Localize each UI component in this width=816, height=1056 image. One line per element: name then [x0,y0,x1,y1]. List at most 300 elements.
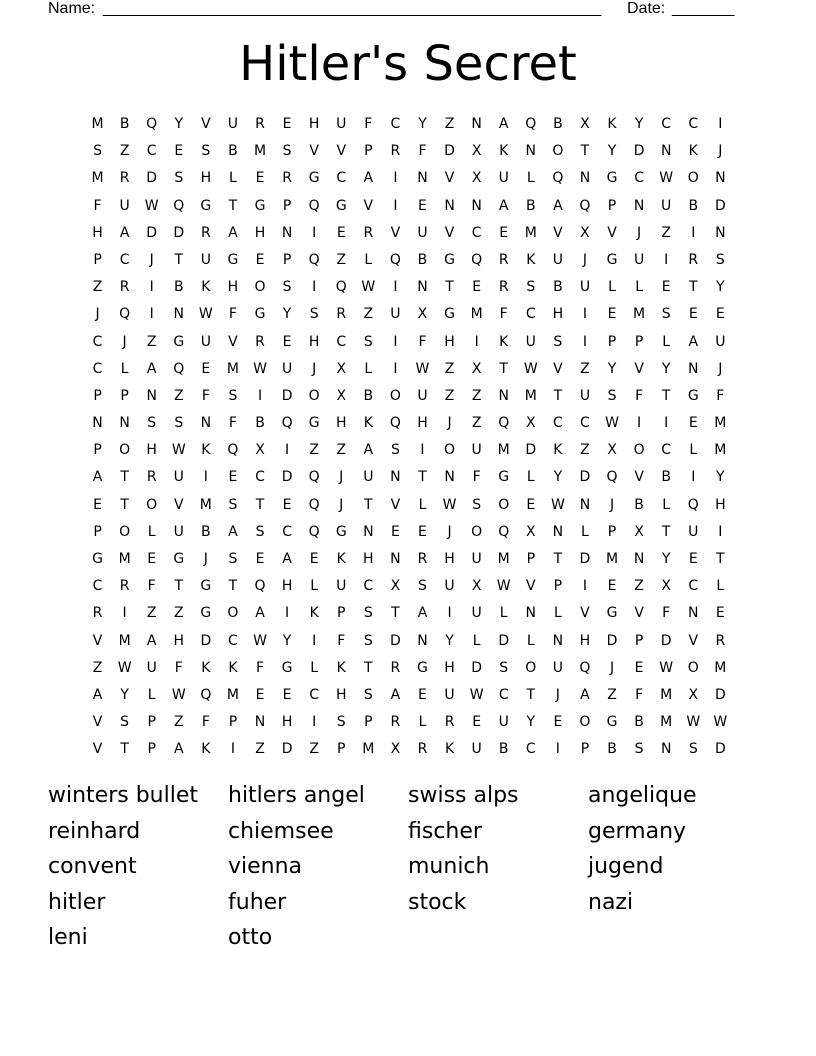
grid-letter: L [526,632,535,649]
grid-letter: H [146,442,157,459]
grid-letter: S [228,551,238,567]
grid-letter: P [607,333,617,350]
grid-letter: W [415,360,430,377]
grid-letter: P [282,197,292,214]
grid-letter: E [418,686,427,703]
grid-letter: F [228,306,237,323]
grid-letter: R [417,741,428,758]
grid-letter: B [607,741,617,758]
grid-letter: N [688,360,699,377]
header-line [48,0,768,20]
grid-letter: D [714,741,726,758]
grid-letter: A [146,360,157,377]
grid-letter: Z [580,442,590,459]
grid-letter: E [634,659,644,676]
grid-letter: L [120,360,129,377]
grid-letter: C [92,578,103,595]
grid-letter: J [447,415,452,432]
grid-letter: W [686,714,701,731]
grid-letter: J [122,333,127,350]
grid-letter: N [417,279,428,296]
grid-letter: L [418,496,427,513]
grid-letter: L [635,279,643,296]
grid-letter: L [662,496,671,513]
grid-row [84,603,734,630]
grid-letter: I [257,387,263,404]
grid-letter: E [282,333,292,350]
grid-letter: P [364,714,373,731]
grid-letter: H [335,686,347,703]
grid-letter: V [390,496,401,513]
grid-letter: Q [308,197,320,214]
grid-letter: M [470,306,483,323]
grid-letter: T [553,387,563,404]
grid-letter: D [498,632,510,649]
grid-letter: R [390,714,401,731]
grid-letter: C [92,360,103,377]
grid-letter: I [393,170,398,187]
grid-letter: J [609,659,615,676]
grid-letter: E [688,551,698,567]
grid-letter: M [660,686,673,703]
grid-letter: F [201,387,210,404]
grid-letter: V [553,224,563,241]
grid-letter: C [525,306,536,323]
grid-letter: U [417,224,428,241]
grid-letter: M [253,143,267,160]
grid-letter: G [687,387,699,404]
grid-letter: G [254,306,266,323]
word-bank-item: munich [408,854,490,879]
grid-letter: B [553,279,563,296]
grid-letter: V [92,632,103,649]
grid-letter: P [147,741,156,758]
grid-letter: H [308,333,320,350]
grid-letter: S [228,496,238,513]
grid-letter: E [255,686,265,703]
grid-letter: Z [444,387,455,404]
grid-letter: G [606,605,618,622]
grid-letter: V [201,116,211,132]
grid-letter: B [661,469,671,486]
name-label: Name: [48,0,96,17]
grid-letter: Q [308,523,320,540]
grid-letter: P [364,143,373,160]
grid-letter: P [93,442,102,459]
grid-letter: S [228,387,238,404]
grid-letter: D [633,143,645,160]
grid-letter: S [661,306,671,323]
grid-letter: U [200,333,211,350]
grid-letter: T [445,279,454,296]
grid-letter: S [607,387,617,404]
grid-letter: I [312,224,317,241]
grid-letter: X [471,170,482,187]
grid-letter: C [228,632,238,649]
grid-letter: N [254,714,266,731]
grid-letter: N [471,116,482,132]
grid-letter: I [285,442,290,459]
grid-letter: E [255,251,265,268]
grid-letter: H [281,578,293,595]
grid-letter: W [496,578,511,595]
grid-letter: I [149,279,154,296]
grid-letter: V [92,741,103,758]
grid-letter: V [526,578,536,595]
grid-letter: N [660,741,672,758]
grid-letter: N [688,605,699,622]
grid-letter: N [119,415,130,432]
grid-letter: F [635,387,644,404]
grid-row [84,467,734,494]
grid-letter: E [661,279,671,296]
grid-letter: O [687,659,699,676]
grid-letter: X [661,578,671,595]
grid-letter: E [282,686,292,703]
grid-letter: K [309,605,319,622]
grid-letter: F [174,659,183,676]
grid-letter: S [634,741,644,758]
grid-letter: S [174,415,184,432]
grid-letter: X [471,578,482,595]
grid-letter: X [390,741,401,758]
grid-letter: V [607,224,617,241]
grid-letter: K [499,143,509,160]
grid-letter: F [255,659,265,676]
grid-letter: R [255,333,265,350]
grid-letter: W [253,360,267,377]
grid-letter: J [203,551,208,567]
grid-letter: U [444,686,455,703]
word-bank [48,780,768,958]
grid-letter: I [718,523,723,540]
grid-letter: M [497,442,510,459]
grid-letter: N [146,387,157,404]
grid-letter: E [418,523,427,540]
word-bank-item: convent [48,854,137,879]
grid-letter: P [93,387,102,404]
grid-letter: K [201,279,211,296]
grid-letter: U [173,523,184,540]
grid-letter: T [580,143,590,160]
grid-letter: Q [281,415,293,432]
grid-letter: M [497,551,510,567]
grid-letter: V [309,143,319,160]
grid-letter: O [498,496,510,513]
grid-letter: A [363,170,374,187]
grid-letter: Q [200,686,212,703]
grid-letter: D [579,551,591,567]
grid-letter: E [336,224,346,241]
grid-letter: C [580,415,590,432]
grid-letter: F [662,605,671,622]
grid-letter: U [417,387,428,404]
grid-letter: U [200,251,211,268]
grid-letter: K [201,659,211,676]
grid-letter: D [390,632,401,649]
grid-letter: E [553,714,563,731]
date-blank-line: _______ [672,0,735,17]
grid-letter: P [120,387,129,404]
grid-letter: R [715,632,726,649]
grid-letter: C [336,333,347,350]
grid-letter: K [201,741,211,758]
grid-letter: S [282,279,292,296]
grid-letter: I [230,741,235,758]
grid-letter: P [634,632,644,649]
grid-letter: Q [579,659,591,676]
grid-letter: I [447,605,452,622]
grid-letter: N [525,143,537,160]
grid-letter: N [92,415,103,432]
grid-letter: N [417,170,428,187]
grid-letter: B [525,197,536,214]
grid-letter: P [634,333,644,350]
grid-letter: D [714,197,726,214]
grid-letter: E [390,523,400,540]
grid-letter: E [255,551,265,567]
word-bank-item: hitlers angel [228,783,365,808]
grid-letter: G [227,251,239,268]
grid-row [84,114,734,141]
grid-letter: Q [389,415,401,432]
grid-letter: C [390,116,401,132]
grid-letter: G [200,605,212,622]
grid-letter: Z [309,741,319,758]
grid-letter: M [118,551,131,567]
grid-letter: Z [173,605,184,622]
word-bank-item: germany [588,818,687,844]
grid-letter: K [336,551,346,567]
grid-letter: E [472,714,482,731]
grid-letter: M [714,442,727,459]
grid-letter: A [228,523,238,540]
grid-letter: E [607,578,617,595]
grid-letter: E [688,415,698,432]
grid-letter: C [255,469,265,486]
grid-letter: Z [173,387,184,404]
grid-row [84,141,734,168]
grid-letter: Q [687,496,699,513]
grid-letter: F [418,333,427,350]
grid-letter: F [147,578,156,595]
grid-letter: Q [525,116,537,132]
grid-letter: E [228,469,238,486]
grid-letter: S [390,442,400,459]
grid-letter: J [312,360,317,377]
grid-letter: I [312,714,317,731]
grid-letter: D [525,442,537,459]
grid-letter: O [552,143,564,160]
grid-letter: Y [445,632,454,649]
grid-letter: Q [119,306,131,323]
grid-letter: P [337,605,346,622]
grid-letter: O [227,605,239,622]
grid-letter: S [418,578,427,595]
grid-letter: S [282,143,292,160]
grid-letter: Z [92,279,103,296]
grid-letter: Q [552,170,564,187]
grid-letter: E [526,496,536,513]
grid-letter: B [634,496,644,513]
word-bank-item: nazi [588,889,634,915]
grid-letter: T [364,659,373,676]
grid-letter: V [390,224,401,241]
grid-letter: S [472,496,482,513]
grid-letter: U [498,714,509,731]
grid-letter: B [363,387,374,404]
grid-letter: H [173,632,185,649]
grid-row [84,386,734,413]
grid-letter: N [417,632,428,649]
grid-letter: K [444,741,455,758]
grid-letter: L [526,170,535,187]
grid-letter: M [118,632,131,649]
grid-letter: T [661,523,671,540]
grid-letter: F [472,469,481,486]
grid-letter: E [715,306,725,323]
grid-letter: X [336,387,347,404]
grid-letter: C [309,686,320,703]
grid-letter: F [635,686,644,703]
grid-letter: M [199,496,212,513]
grid-letter: V [634,605,644,622]
grid-letter: K [228,659,238,676]
grid-letter: K [553,442,563,459]
grid-letter: H [335,415,347,432]
grid-letter: M [226,686,239,703]
grid-letter: B [688,197,699,214]
grid-letter: I [312,632,317,649]
grid-letter: T [364,496,373,513]
grid-letter: H [281,714,293,731]
grid-letter: L [310,578,319,595]
grid-letter: D [173,224,185,241]
grid-letter: R [498,279,509,296]
grid-letter: Y [120,686,129,703]
grid-row [84,440,734,467]
grid-letter: O [254,279,266,296]
grid-letter: Q [308,469,320,486]
grid-letter: S [174,170,184,187]
grid-letter: E [255,170,265,187]
grid-letter: C [552,415,563,432]
grid-letter: S [255,523,265,540]
grid-letter: W [171,442,186,459]
grid-letter: X [471,360,482,377]
grid-letter: Q [173,360,185,377]
grid-letter: U [552,251,563,268]
grid-letter: N [715,170,726,187]
grid-letter: W [253,632,267,649]
grid-letter: K [607,116,617,132]
grid-letter: G [417,659,428,676]
letter-grid [84,114,734,767]
grid-letter: D [281,387,293,404]
grid-letter: L [608,279,616,296]
grid-letter: I [393,333,398,350]
grid-letter: U [281,360,293,377]
grid-letter: O [119,442,131,459]
word-bank-item: reinhard [48,818,141,844]
grid-letter: S [363,686,373,703]
grid-letter: Z [309,442,319,459]
grid-letter: E [715,605,725,622]
grid-letter: B [634,714,644,731]
grid-letter: X [255,442,265,459]
grid-letter: I [582,578,588,595]
grid-letter: E [201,360,211,377]
grid-letter: C [119,251,130,268]
grid-letter: M [714,659,727,676]
grid-letter: D [146,170,158,187]
grid-letter: I [718,116,723,132]
grid-letter: C [92,333,103,350]
grid-letter: F [364,116,373,132]
grid-letter: U [173,469,184,486]
grid-letter: J [718,360,723,377]
grid-row [84,359,734,386]
grid-letter: Y [661,360,671,377]
word-bank-item: fuher [228,889,287,915]
grid-letter: M [524,224,537,241]
grid-letter: B [173,279,184,296]
grid-letter: Z [146,605,157,622]
grid-letter: U [119,197,130,214]
grid-letter: S [120,714,130,731]
grid-letter: Z [607,686,617,703]
grid-letter: L [147,686,156,703]
grid-letter: T [228,197,238,214]
grid-letter: C [498,686,509,703]
grid-letter: P [93,523,102,540]
grid-letter: D [200,632,212,649]
grid-letter: V [580,605,590,622]
grid-letter: X [607,442,617,459]
grid-letter: B [228,143,238,160]
grid-letter: R [92,605,103,622]
grid-letter: Z [363,306,374,323]
grid-letter: U [471,551,482,567]
grid-letter: G [308,170,320,187]
grid-letter: Y [716,279,725,296]
grid-letter: J [609,496,615,513]
grid-letter: V [553,360,563,377]
word-bank-item: chiemsee [228,818,334,844]
grid-letter: U [363,469,374,486]
grid-letter: I [203,469,208,486]
grid-row [84,685,734,712]
grid-letter: K [526,251,536,268]
grid-letter: I [393,279,398,296]
grid-letter: N [363,523,374,540]
grid-letter: P [580,741,590,758]
grid-letter: I [393,197,398,214]
grid-row [84,277,734,304]
grid-letter: K [688,143,698,160]
grid-letter: A [119,224,130,241]
grid-letter: S [553,333,563,350]
grid-letter: G [606,714,618,731]
grid-letter: S [309,306,319,323]
grid-letter: L [689,442,698,459]
grid-letter: Y [661,551,671,567]
grid-letter: K [201,442,211,459]
grid-letter: Q [254,578,266,595]
grid-letter: H [417,415,428,432]
grid-letter: W [550,496,565,513]
grid-letter: A [255,605,265,622]
